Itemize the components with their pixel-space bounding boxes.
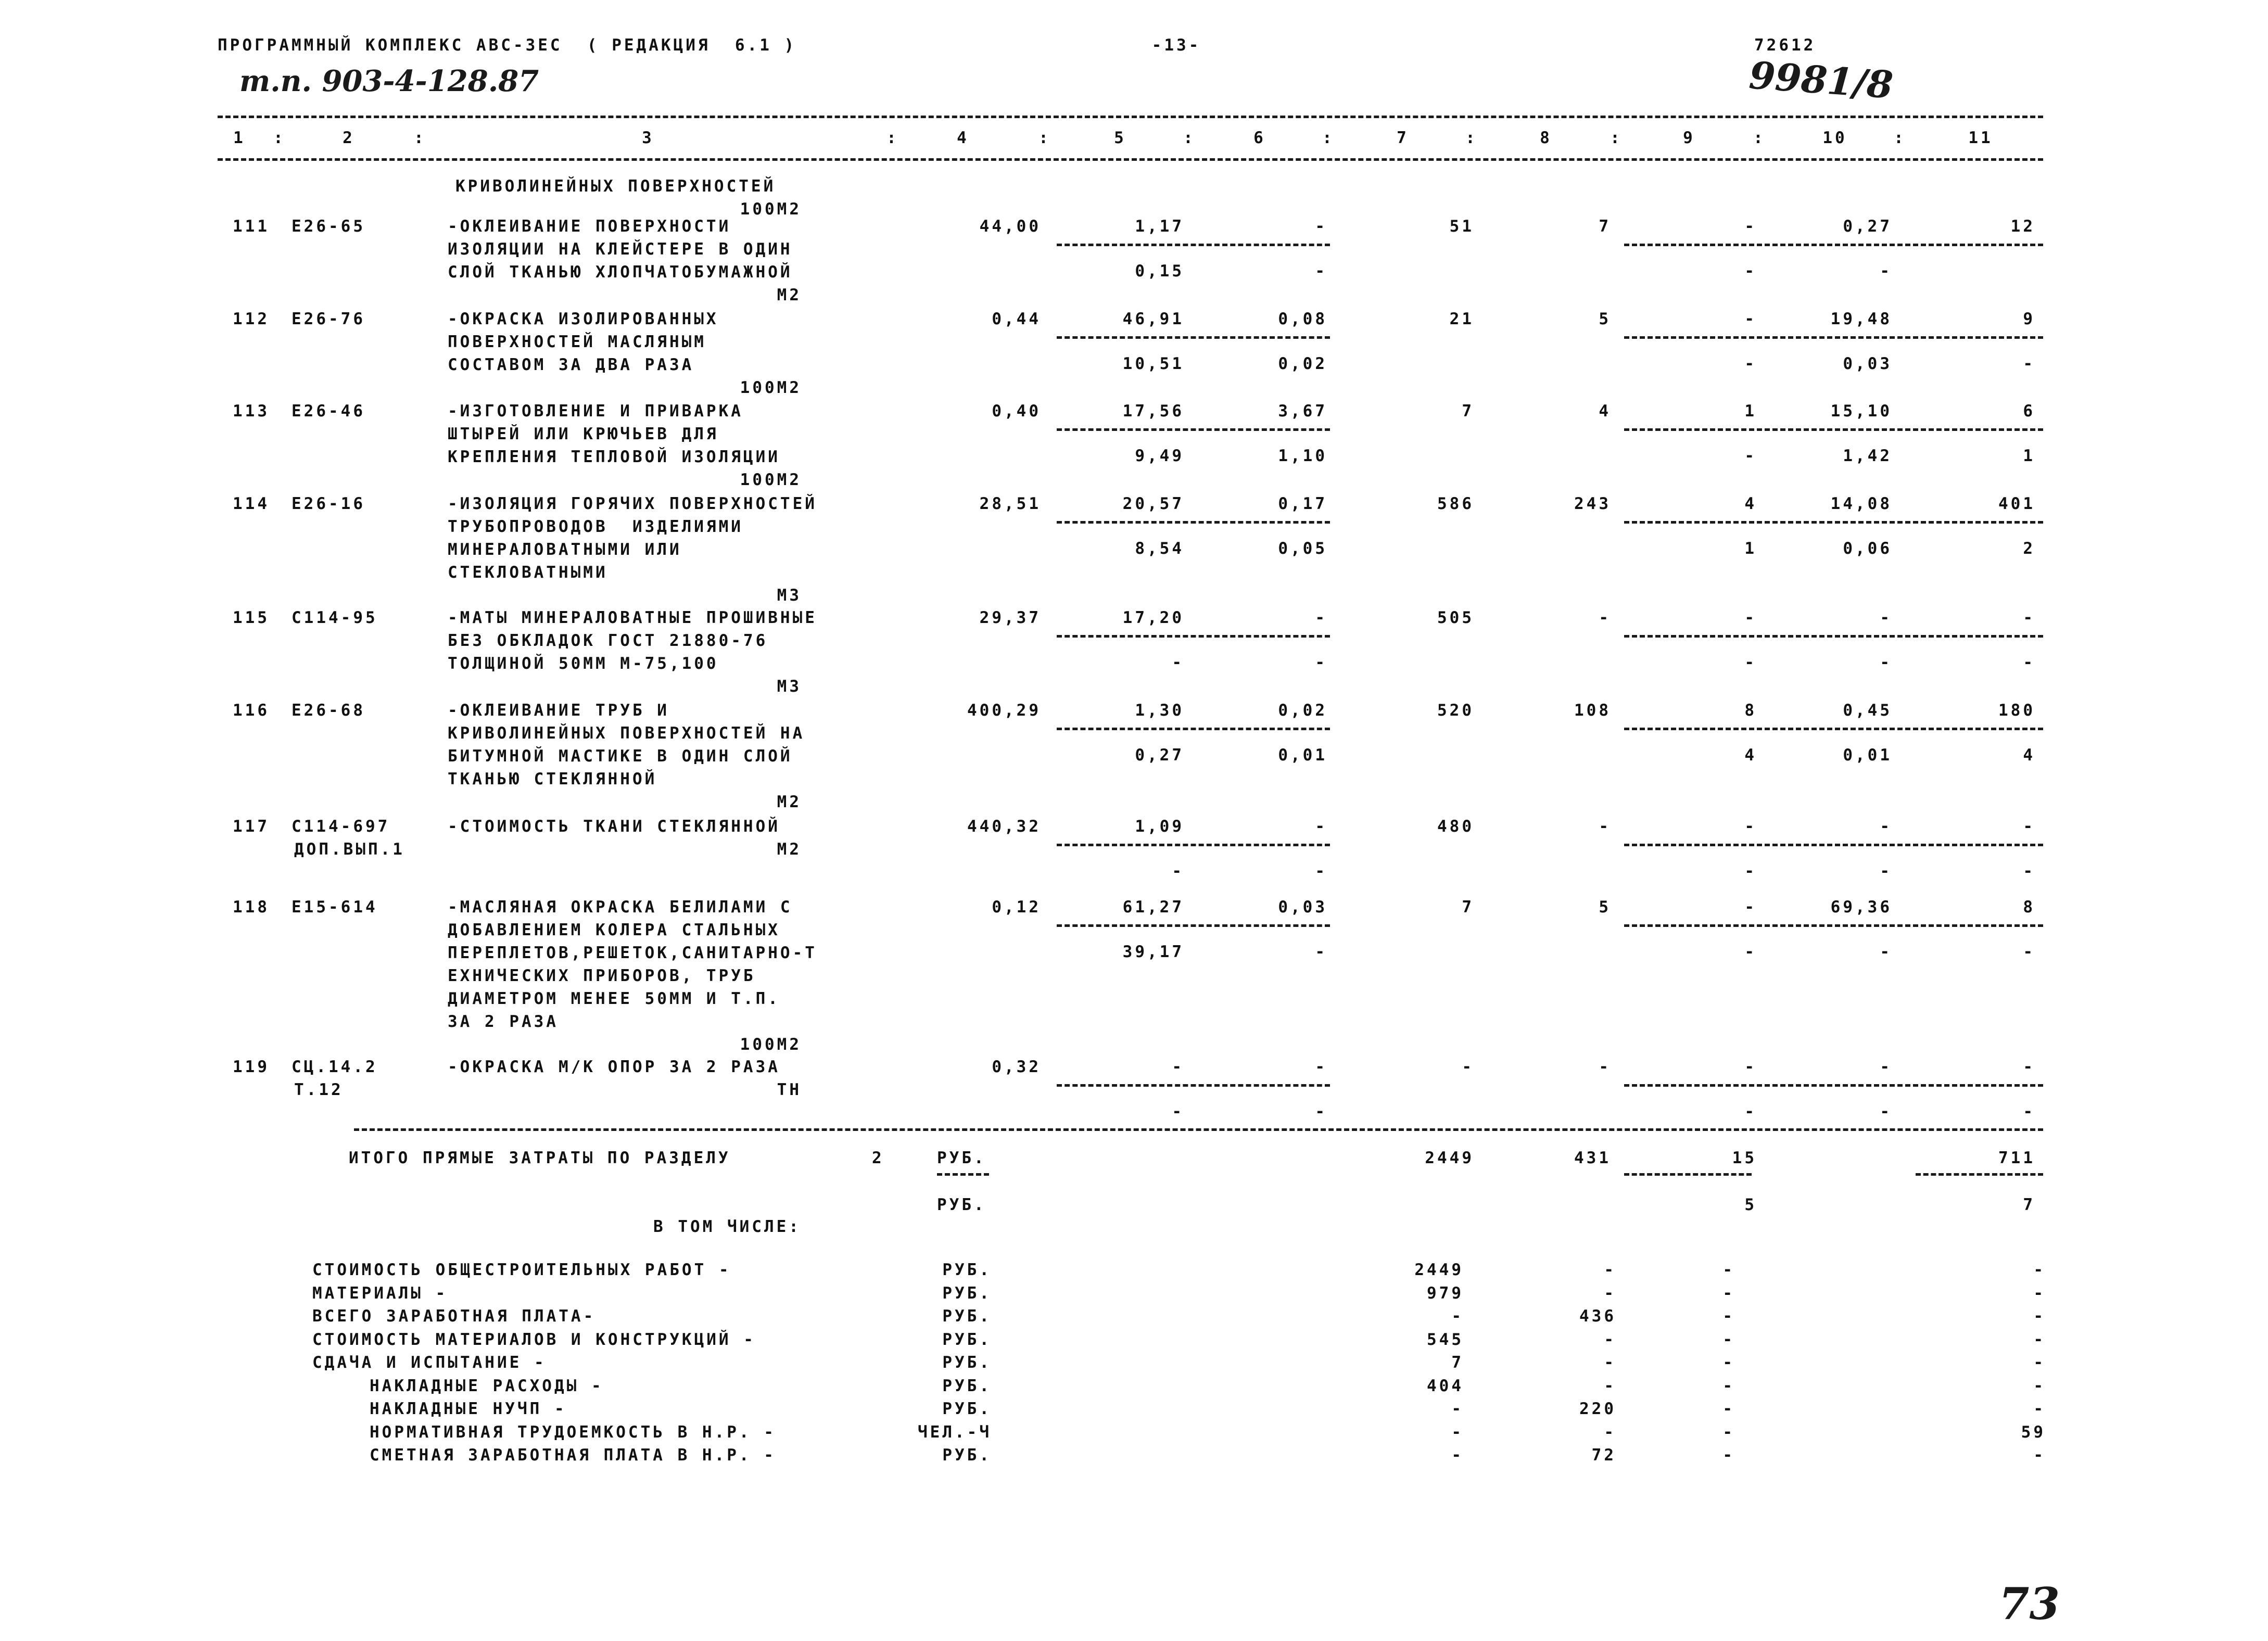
- unit-of-measure: М3: [777, 586, 802, 605]
- quantity: 440,32: [967, 817, 1041, 836]
- unit-cost-wage: -: [1315, 1058, 1327, 1076]
- summary-labor: -: [2033, 1353, 2046, 1372]
- work-description: БЕЗ ОБКЛАДОК ГОСТ 21880-76: [448, 631, 768, 650]
- row-number: 116: [233, 701, 270, 720]
- machine-cost-second: -: [1744, 862, 1757, 881]
- work-description: КРИВОЛИНЕЙНЫХ ПОВЕРХНОСТЕЙ НА: [448, 724, 805, 743]
- column-header-5: 5: [1114, 129, 1126, 147]
- total-cost: 7: [1462, 898, 1474, 917]
- labor-per-unit: 69,36: [1830, 898, 1892, 917]
- column-separator: :: [273, 129, 286, 147]
- rate-code: Е15-614: [292, 898, 378, 917]
- unit-cost-second: -: [1172, 862, 1184, 881]
- labor-total-second: -: [2023, 1102, 2035, 1121]
- row-subtotal-divider: [1624, 428, 2043, 431]
- labor-total-second: -: [2023, 943, 2035, 961]
- unit-cost-wage-second: -: [1315, 943, 1327, 961]
- labor-total: 9: [2023, 310, 2035, 328]
- labor-total-second: -: [2023, 653, 2035, 672]
- row-number: 115: [233, 608, 270, 627]
- work-description: ЕХНИЧЕСКИХ ПРИБОРОВ, ТРУБ: [448, 966, 756, 985]
- work-description: -ИЗОЛЯЦИЯ ГОРЯЧИХ ПОВЕРХНОСТЕЙ: [448, 494, 817, 513]
- machine-cost: -: [1744, 310, 1757, 328]
- summary-unit: РУБ.: [942, 1400, 992, 1418]
- page-number-handwritten: 73: [1999, 1578, 2060, 1630]
- document-code: 72612: [1754, 36, 1816, 55]
- work-description: -ОКЛЕИВАНИЕ ТРУБ И: [448, 701, 669, 720]
- labor-per-unit-second: 1,42: [1843, 447, 1892, 465]
- work-description: ЗА 2 РАЗА: [448, 1012, 559, 1031]
- labor-per-unit: -: [1880, 1058, 1892, 1076]
- unit-cost: 20,57: [1122, 494, 1184, 513]
- work-description: -МАТЫ МИНЕРАЛОВАТНЫЕ ПРОШИВНЫЕ: [448, 608, 817, 627]
- labor-per-unit: -: [1880, 817, 1892, 836]
- summary-cost: 545: [1427, 1330, 1464, 1349]
- summary-cost: -: [1451, 1400, 1464, 1418]
- column-separator: :: [1183, 129, 1196, 147]
- unit-cost-wage: 3,67: [1278, 402, 1327, 421]
- unit-cost-wage-second: 1,10: [1278, 447, 1327, 465]
- totals-divider: [937, 1173, 989, 1176]
- summary-label: МАТЕРИАЛЫ -: [312, 1283, 448, 1303]
- summary-cost: 404: [1427, 1376, 1464, 1395]
- totals-unit: РУБ.: [937, 1149, 986, 1167]
- totals-divider: [1916, 1173, 2043, 1176]
- row-subtotal-divider: [1057, 635, 1330, 638]
- summary-label: НОРМАТИВНАЯ ТРУДОЕМКОСТЬ В Н.Р. -: [370, 1422, 776, 1442]
- row-subtotal-divider: [1057, 728, 1330, 730]
- row-subtotal-divider: [1624, 924, 2043, 927]
- total-wage: 5: [1599, 898, 1611, 917]
- summary-labor: -: [2033, 1330, 2046, 1349]
- labor-per-unit-second: 0,06: [1843, 539, 1892, 558]
- unit-cost-wage-second: -: [1315, 262, 1327, 281]
- labor-total-second: -: [2023, 862, 2035, 881]
- summary-cost: 979: [1427, 1283, 1464, 1303]
- totals-unit-second: РУБ.: [937, 1195, 986, 1214]
- row-number: 111: [233, 217, 270, 236]
- total-wage: 4: [1599, 402, 1611, 421]
- work-description: ТОЛЩИНОЙ 50ММ М-75,100: [448, 654, 719, 673]
- labor-per-unit: 0,27: [1843, 217, 1892, 236]
- row-subtotal-divider: [1624, 336, 2043, 339]
- machine-cost: -: [1744, 898, 1757, 917]
- continued-description: КРИВОЛИНЕЙНЫХ ПОВЕРХНОСТЕЙ: [455, 177, 776, 196]
- column-separator: :: [1753, 129, 1766, 147]
- rate-code: СЦ.14.2: [292, 1058, 378, 1076]
- summary-wage: -: [1604, 1330, 1616, 1349]
- unit-cost-wage: 0,08: [1278, 310, 1327, 328]
- unit-cost-second: 10,51: [1122, 354, 1184, 373]
- row-subtotal-divider: [1624, 635, 2043, 638]
- row-number: 112: [233, 310, 270, 328]
- summary-labor: -: [2033, 1283, 2046, 1303]
- machine-cost-second: -: [1744, 943, 1757, 961]
- summary-machine: -: [1722, 1446, 1735, 1465]
- work-description: КРЕПЛЕНИЯ ТЕПЛОВОЙ ИЗОЛЯЦИИ: [448, 448, 780, 466]
- table-top-border: [218, 116, 2043, 118]
- totals-cost: 2449: [1425, 1149, 1474, 1167]
- quantity: 0,44: [992, 310, 1041, 328]
- unit-of-measure: М3: [777, 677, 802, 696]
- labor-per-unit: 19,48: [1830, 310, 1892, 328]
- unit-cost-second: 9,49: [1135, 447, 1184, 465]
- work-description: -ИЗГОТОВЛЕНИЕ И ПРИВАРКА: [448, 402, 743, 421]
- row-subtotal-divider: [1057, 844, 1330, 846]
- labor-total: -: [2023, 817, 2035, 836]
- column-separator: :: [414, 129, 426, 147]
- work-description: ДОБАВЛЕНИЕМ КОЛЕРА СТАЛЬНЫХ: [448, 921, 780, 939]
- unit-cost: 17,20: [1122, 608, 1184, 627]
- column-separator: :: [1465, 129, 1478, 147]
- row-subtotal-divider: [1057, 1084, 1330, 1087]
- work-description: ПОВЕРХНОСТЕЙ МАСЛЯНЫМ: [448, 333, 706, 351]
- work-description: -ОКРАСКА ИЗОЛИРОВАННЫХ: [448, 310, 719, 328]
- summary-unit: РУБ.: [942, 1376, 992, 1395]
- work-description: ПЕРЕПЛЕТОВ,РЕШЕТОК,САНИТАРНО-Т: [448, 944, 817, 962]
- row-subtotal-divider: [1624, 521, 2043, 524]
- unit-of-measure: 100М2: [740, 1035, 802, 1054]
- unit-cost-second: 0,15: [1135, 262, 1184, 281]
- page-number: -13-: [1151, 36, 1201, 55]
- rate-code: Е26-46: [292, 402, 365, 421]
- unit-of-measure: М2: [777, 286, 802, 304]
- unit-cost: 1,09: [1135, 817, 1184, 836]
- total-wage: -: [1599, 608, 1611, 627]
- summary-wage: -: [1604, 1353, 1616, 1372]
- quantity: 0,40: [992, 402, 1041, 421]
- summary-label: НАКЛАДНЫЕ РАСХОДЫ -: [370, 1376, 604, 1395]
- unit-of-measure: 100М2: [740, 470, 802, 489]
- unit-cost-wage-second: 0,01: [1278, 746, 1327, 765]
- including-heading: В ТОМ ЧИСЛЕ:: [653, 1217, 801, 1236]
- summary-machine: -: [1722, 1400, 1735, 1418]
- row-subtotal-divider: [1057, 428, 1330, 431]
- total-wage: 5: [1599, 310, 1611, 328]
- rate-code: С114-95: [292, 608, 378, 627]
- unit-cost: 61,27: [1122, 898, 1184, 917]
- machine-cost-second: -: [1744, 653, 1757, 672]
- machine-cost-second: -: [1744, 447, 1757, 465]
- total-cost: 21: [1449, 310, 1474, 328]
- unit-cost-wage: -: [1315, 608, 1327, 627]
- summary-label: СТОИМОСТЬ МАТЕРИАЛОВ И КОНСТРУКЦИЙ -: [312, 1330, 756, 1349]
- labor-per-unit: 14,08: [1830, 494, 1892, 513]
- summary-label: НАКЛАДНЫЕ НУЧП -: [370, 1400, 567, 1418]
- summary-label: ВСЕГО ЗАРАБОТНАЯ ПЛАТА-: [312, 1307, 596, 1326]
- summary-wage: -: [1604, 1376, 1616, 1395]
- total-wage: 108: [1574, 701, 1611, 720]
- quantity: 28,51: [979, 494, 1041, 513]
- labor-total: 12: [2010, 217, 2035, 236]
- column-header-3: 3: [642, 129, 654, 147]
- summary-machine: -: [1722, 1283, 1735, 1303]
- column-header-9: 9: [1683, 129, 1695, 147]
- machine-cost: -: [1744, 608, 1757, 627]
- machine-cost: 8: [1744, 701, 1757, 720]
- summary-wage: 436: [1579, 1307, 1616, 1326]
- summary-wage: -: [1604, 1422, 1616, 1442]
- row-number: 114: [233, 494, 270, 513]
- total-wage: 7: [1599, 217, 1611, 236]
- totals-labor-second: 7: [2023, 1195, 2035, 1214]
- total-cost: -: [1462, 1058, 1474, 1076]
- total-wage: -: [1599, 1058, 1611, 1076]
- labor-per-unit-second: -: [1880, 943, 1892, 961]
- labor-per-unit-second: 0,01: [1843, 746, 1892, 765]
- totals-label: ИТОГО ПРЯМЫЕ ЗАТРАТЫ ПО РАЗДЕЛУ: [349, 1149, 731, 1167]
- total-cost: 51: [1449, 217, 1474, 236]
- unit-cost-second: -: [1172, 1102, 1184, 1121]
- machine-cost-second: 1: [1744, 539, 1757, 558]
- unit-cost: 1,30: [1135, 701, 1184, 720]
- labor-per-unit: 15,10: [1830, 402, 1892, 421]
- quantity: 0,32: [992, 1058, 1041, 1076]
- section-number: 2: [872, 1149, 884, 1167]
- summary-labor: -: [2033, 1261, 2046, 1279]
- unit-cost-second: 39,17: [1122, 943, 1184, 961]
- summary-machine: -: [1722, 1353, 1735, 1372]
- row-number: 117: [233, 817, 270, 836]
- summary-wage: -: [1604, 1261, 1616, 1279]
- column-header-8: 8: [1540, 129, 1552, 147]
- column-separator: :: [1322, 129, 1335, 147]
- labor-total: 180: [1998, 701, 2035, 720]
- labor-per-unit-second: -: [1880, 262, 1892, 281]
- summary-wage: 72: [1591, 1446, 1616, 1465]
- unit-of-measure: М2: [777, 793, 802, 811]
- quantity: 400,29: [967, 701, 1041, 720]
- work-description: СЛОЙ ТКАНЬЮ ХЛОПЧАТОБУМАЖНОЙ: [448, 263, 793, 282]
- summary-labor: -: [2033, 1446, 2046, 1465]
- column-header-10: 10: [1822, 129, 1847, 147]
- unit-of-measure: ТН: [777, 1080, 802, 1099]
- machine-cost: 1: [1744, 402, 1757, 421]
- work-description: ШТЫРЕЙ ИЛИ КРЮЧЬЕВ ДЛЯ: [448, 425, 719, 443]
- total-cost: 520: [1437, 701, 1474, 720]
- column-separator: :: [1894, 129, 1906, 147]
- row-subtotal-divider: [1624, 244, 2043, 246]
- row-subtotal-divider: [1057, 244, 1330, 246]
- totals-divider: [1624, 1173, 1752, 1176]
- machine-cost: -: [1744, 817, 1757, 836]
- rate-code: Т.12: [294, 1080, 344, 1099]
- project-number-handwritten: т.п. 903-4-128.87: [239, 64, 539, 98]
- rate-code: Е26-65: [292, 217, 365, 236]
- row-subtotal-divider: [1057, 521, 1330, 524]
- summary-label: СДАЧА И ИСПЫТАНИЕ -: [312, 1353, 547, 1372]
- unit-of-measure: М2: [777, 840, 802, 859]
- quantity: 0,12: [992, 898, 1041, 917]
- labor-total: 401: [1998, 494, 2035, 513]
- rate-code: Е26-68: [292, 701, 365, 720]
- labor-per-unit: 0,45: [1843, 701, 1892, 720]
- work-description: СТЕКЛОВАТНЫМИ: [448, 563, 608, 582]
- summary-unit: РУБ.: [942, 1283, 992, 1303]
- row-number: 113: [233, 402, 270, 421]
- summary-cost: -: [1451, 1446, 1464, 1465]
- labor-per-unit: -: [1880, 608, 1892, 627]
- summary-labor: -: [2033, 1376, 2046, 1395]
- labor-total: -: [2023, 1058, 2035, 1076]
- unit-cost-wage: 0,03: [1278, 898, 1327, 917]
- total-cost: 505: [1437, 608, 1474, 627]
- summary-cost: 7: [1451, 1353, 1464, 1372]
- unit-cost-wage: -: [1315, 217, 1327, 236]
- header-bottom-border: [218, 158, 2043, 161]
- work-description: -МАСЛЯНАЯ ОКРАСКА БЕЛИЛАМИ С: [448, 898, 793, 917]
- summary-cost: -: [1451, 1307, 1464, 1326]
- summary-machine: -: [1722, 1376, 1735, 1395]
- column-header-7: 7: [1397, 129, 1409, 147]
- machine-cost: 4: [1744, 494, 1757, 513]
- quantity: 44,00: [979, 217, 1041, 236]
- summary-labor: -: [2033, 1307, 2046, 1326]
- summary-machine: -: [1722, 1261, 1735, 1279]
- unit-cost-second: 0,27: [1135, 746, 1184, 765]
- unit-cost-wage-second: -: [1315, 1102, 1327, 1121]
- total-wage: 243: [1574, 494, 1611, 513]
- column-separator: :: [886, 129, 899, 147]
- row-number: 118: [233, 898, 270, 917]
- machine-cost-second: -: [1744, 1102, 1757, 1121]
- labor-total-second: -: [2023, 354, 2035, 373]
- summary-unit: ЧЕЛ.-Ч: [918, 1422, 992, 1442]
- unit-cost: 1,17: [1135, 217, 1184, 236]
- work-description: -СТОИМОСТЬ ТКАНИ СТЕКЛЯННОЙ: [448, 817, 780, 836]
- totals-wage: 431: [1574, 1149, 1611, 1167]
- column-separator: :: [1610, 129, 1623, 147]
- work-description: -ОКЛЕИВАНИЕ ПОВЕРХНОСТИ: [448, 217, 731, 236]
- unit-cost-wage: 0,17: [1278, 494, 1327, 513]
- unit-cost-second: -: [1172, 653, 1184, 672]
- row-subtotal-divider: [1057, 336, 1330, 339]
- machine-cost-second: -: [1744, 354, 1757, 373]
- row-subtotal-divider: [1057, 924, 1330, 927]
- unit-cost-wage: 0,02: [1278, 701, 1327, 720]
- work-description: ТРУБОПРОВОДОВ ИЗДЕЛИЯМИ: [448, 517, 743, 536]
- work-description: БИТУМНОЙ МАСТИКЕ В ОДИН СЛОЙ: [448, 747, 793, 766]
- summary-cost: 2449: [1414, 1261, 1464, 1279]
- unit-cost: 17,56: [1122, 402, 1184, 421]
- work-description: ТКАНЬЮ СТЕКЛЯННОЙ: [448, 770, 657, 788]
- total-cost: 586: [1437, 494, 1474, 513]
- summary-labor: 59: [2021, 1422, 2046, 1442]
- column-header-11: 11: [1968, 129, 1993, 147]
- labor-total: 8: [2023, 898, 2035, 917]
- labor-total: 6: [2023, 402, 2035, 421]
- column-header-6: 6: [1253, 129, 1266, 147]
- unit-cost-second: 8,54: [1135, 539, 1184, 558]
- rate-code: Е26-76: [292, 310, 365, 328]
- summary-machine: -: [1722, 1422, 1735, 1442]
- rate-code: ДОП.ВЫП.1: [294, 840, 405, 859]
- column-separator: :: [1038, 129, 1051, 147]
- machine-cost: -: [1744, 217, 1757, 236]
- summary-labor: -: [2033, 1400, 2046, 1418]
- column-header-1: 1: [233, 129, 246, 147]
- unit-cost: 46,91: [1122, 310, 1184, 328]
- total-cost: 480: [1437, 817, 1474, 836]
- machine-cost-second: 4: [1744, 746, 1757, 765]
- column-header-2: 2: [343, 129, 355, 147]
- totals-top-border: [354, 1128, 2043, 1131]
- labor-per-unit-second: 0,03: [1843, 354, 1892, 373]
- machine-cost: -: [1744, 1058, 1757, 1076]
- summary-unit: РУБ.: [942, 1307, 992, 1326]
- labor-total: -: [2023, 608, 2035, 627]
- summary-label: СМЕТНАЯ ЗАРАБОТНАЯ ПЛАТА В Н.Р. -: [370, 1446, 776, 1465]
- quantity: 29,37: [979, 608, 1041, 627]
- unit-cost-wage-second: -: [1315, 862, 1327, 881]
- row-subtotal-divider: [1624, 844, 2043, 846]
- rate-code: С114-697: [292, 817, 390, 836]
- summary-cost: -: [1451, 1422, 1464, 1442]
- summary-unit: РУБ.: [942, 1446, 992, 1465]
- column-header-4: 4: [957, 129, 969, 147]
- work-description: СОСТАВОМ ЗА ДВА РАЗА: [448, 355, 694, 374]
- totals-machine: 15: [1732, 1149, 1757, 1167]
- labor-per-unit-second: -: [1880, 1102, 1892, 1121]
- work-description: МИНЕРАЛОВАТНЫМИ ИЛИ: [448, 540, 682, 559]
- unit-cost: -: [1172, 1058, 1184, 1076]
- row-number: 119: [233, 1058, 270, 1076]
- rate-code: Е26-16: [292, 494, 365, 513]
- summary-wage: -: [1604, 1283, 1616, 1303]
- machine-cost-second: -: [1744, 262, 1757, 281]
- unit-cost-wage-second: 0,02: [1278, 354, 1327, 373]
- unit-cost-wage-second: -: [1315, 653, 1327, 672]
- labor-total-second: 1: [2023, 447, 2035, 465]
- row-subtotal-divider: [1624, 1084, 2043, 1087]
- row-subtotal-divider: [1624, 728, 2043, 730]
- labor-total-second: 4: [2023, 746, 2035, 765]
- sheet-number-handwritten: 9981/8: [1747, 53, 1895, 107]
- summary-unit: РУБ.: [942, 1261, 992, 1279]
- labor-per-unit-second: -: [1880, 862, 1892, 881]
- labor-per-unit-second: -: [1880, 653, 1892, 672]
- labor-total-second: 2: [2023, 539, 2035, 558]
- totals-labor: 711: [1998, 1149, 2035, 1167]
- total-wage: -: [1599, 817, 1611, 836]
- summary-machine: -: [1722, 1330, 1735, 1349]
- program-title: ПРОГРАММНЫЙ КОМПЛЕКС АВС-3ЕС ( РЕДАКЦИЯ 6.1 ): [218, 36, 797, 55]
- continued-unit: 100М2: [740, 200, 802, 219]
- totals-machine-second: 5: [1744, 1195, 1757, 1214]
- summary-label: СТОИМОСТЬ ОБЩЕСТРОИТЕЛЬНЫХ РАБОТ -: [312, 1261, 731, 1279]
- work-description: ДИАМЕТРОМ МЕНЕЕ 50ММ И Т.П.: [448, 989, 780, 1008]
- unit-of-measure: 100М2: [740, 378, 802, 397]
- total-cost: 7: [1462, 402, 1474, 421]
- summary-machine: -: [1722, 1307, 1735, 1326]
- summary-wage: 220: [1579, 1400, 1616, 1418]
- work-description: ИЗОЛЯЦИИ НА КЛЕЙСТЕРЕ В ОДИН: [448, 240, 793, 259]
- unit-cost-wage-second: 0,05: [1278, 539, 1327, 558]
- summary-unit: РУБ.: [942, 1330, 992, 1349]
- summary-unit: РУБ.: [942, 1353, 992, 1372]
- unit-cost-wage: -: [1315, 817, 1327, 836]
- work-description: -ОКРАСКА М/К ОПОР ЗА 2 РАЗА: [448, 1058, 780, 1076]
